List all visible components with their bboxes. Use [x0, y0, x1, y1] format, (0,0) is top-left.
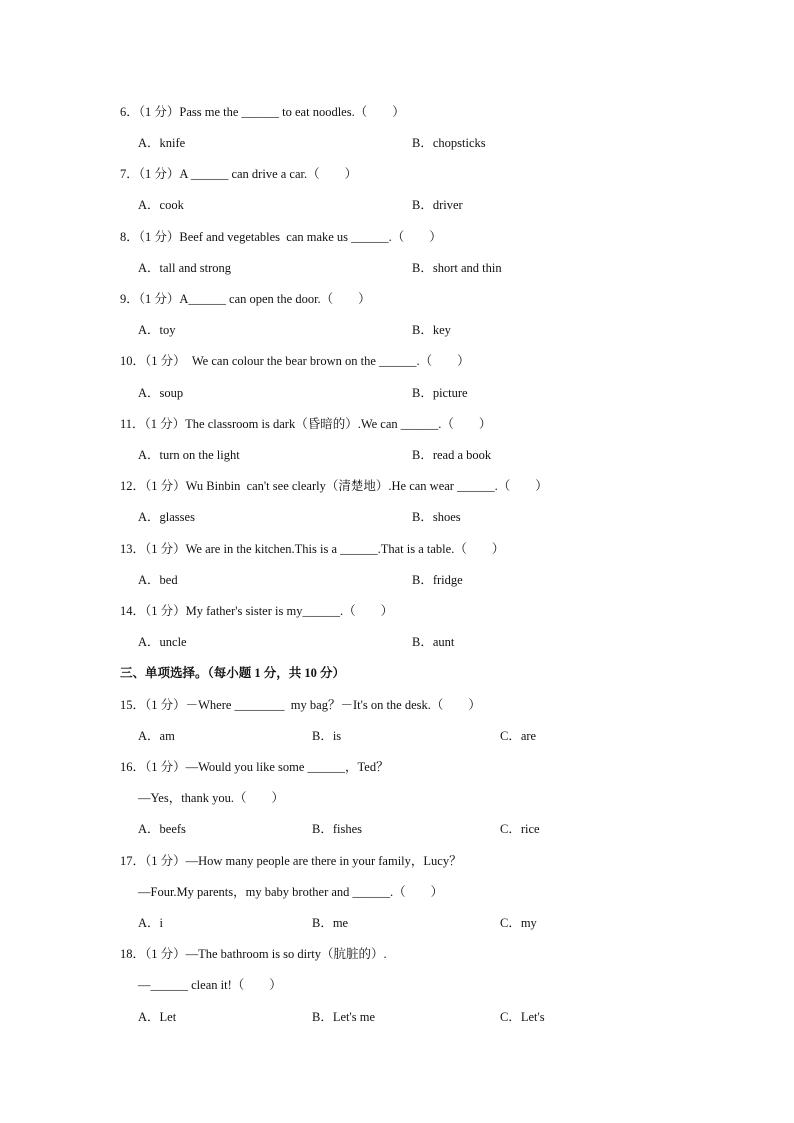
option-b: B．chopsticks — [412, 136, 486, 150]
option-b: B．short and thin — [412, 261, 502, 275]
option-b: B．shoes — [412, 510, 461, 524]
question-stem: 9．（1 分）A______ can open the door.（ ） — [120, 292, 371, 306]
option-a: A．Let — [138, 1010, 177, 1024]
option-c: C．are — [500, 729, 537, 743]
dialog-reply: —______ clean it!（ ） — [138, 978, 282, 992]
question-stem: 6．（1 分）Pass me the ______ to eat noodles.（ ） — [120, 105, 405, 119]
option-b: B．key — [412, 323, 451, 337]
option-b: B．picture — [412, 386, 468, 400]
dialog-reply: —Four.My parents，my baby brother and ______.（ ） — [138, 885, 444, 899]
option-a: A．i — [138, 916, 164, 930]
option-b: B．fridge — [412, 573, 463, 587]
question-stem: 17．（1 分）—How many people are there in your family，Lucy？ — [120, 854, 462, 868]
option-b: B．is — [312, 729, 342, 743]
question-stem: 13．（1 分）We are in the kitchen.This is a ______.That is a table.（ ） — [120, 542, 505, 556]
question-stem: 11．（1 分）The classroom is dark（昏暗的）.We can ______.（ ） — [120, 417, 492, 431]
option-a: A．toy — [138, 323, 176, 337]
option-a: A．knife — [138, 136, 186, 150]
option-a: A．beefs — [138, 822, 186, 836]
option-a: A．am — [138, 729, 175, 743]
option-b: B．fishes — [312, 822, 363, 836]
option-c: C．Let's — [500, 1010, 545, 1024]
option-a: A．cook — [138, 198, 184, 212]
question-stem: 16．（1 分）—Would you like some ______，Ted？ — [120, 760, 389, 774]
option-b: B．driver — [412, 198, 463, 212]
question-stem: 12．（1 分）Wu Binbin can't see clearly（清楚地）.He can wear ______.（ ） — [120, 479, 548, 493]
option-a: A．bed — [138, 573, 178, 587]
question-stem: 14．（1 分）My father's sister is my______.（ ） — [120, 604, 394, 618]
dialog-reply: —Yes，thank you.（ ） — [138, 791, 284, 805]
option-c: C．rice — [500, 822, 540, 836]
question-stem: 8．（1 分）Beef and vegetables can make us ______.（ ） — [120, 230, 442, 244]
option-a: A．turn on the light — [138, 448, 240, 462]
option-a: A．glasses — [138, 510, 195, 524]
option-b: B．Let's me — [312, 1010, 376, 1024]
question-stem: 18．（1 分）—The bathroom is so dirty（肮脏的）. — [120, 947, 387, 961]
question-stem: 7．（1 分）A ______ can drive a car.（ ） — [120, 167, 358, 181]
option-b: B．read a book — [412, 448, 492, 462]
option-a: A．uncle — [138, 635, 187, 649]
option-b: B．aunt — [412, 635, 455, 649]
section-heading: 三、单项选择。（每小题 1 分，共 10 分） — [120, 666, 346, 680]
option-a: A．soup — [138, 386, 184, 400]
option-b: B．me — [312, 916, 349, 930]
option-c: C．my — [500, 916, 537, 930]
option-a: A．tall and strong — [138, 261, 232, 275]
question-stem: 15．（1 分）－Where ________ my bag？－It's on the desk.（ ） — [120, 698, 481, 712]
question-stem: 10．（1 分） We can colour the bear brown on the ______.（ ） — [120, 354, 470, 368]
